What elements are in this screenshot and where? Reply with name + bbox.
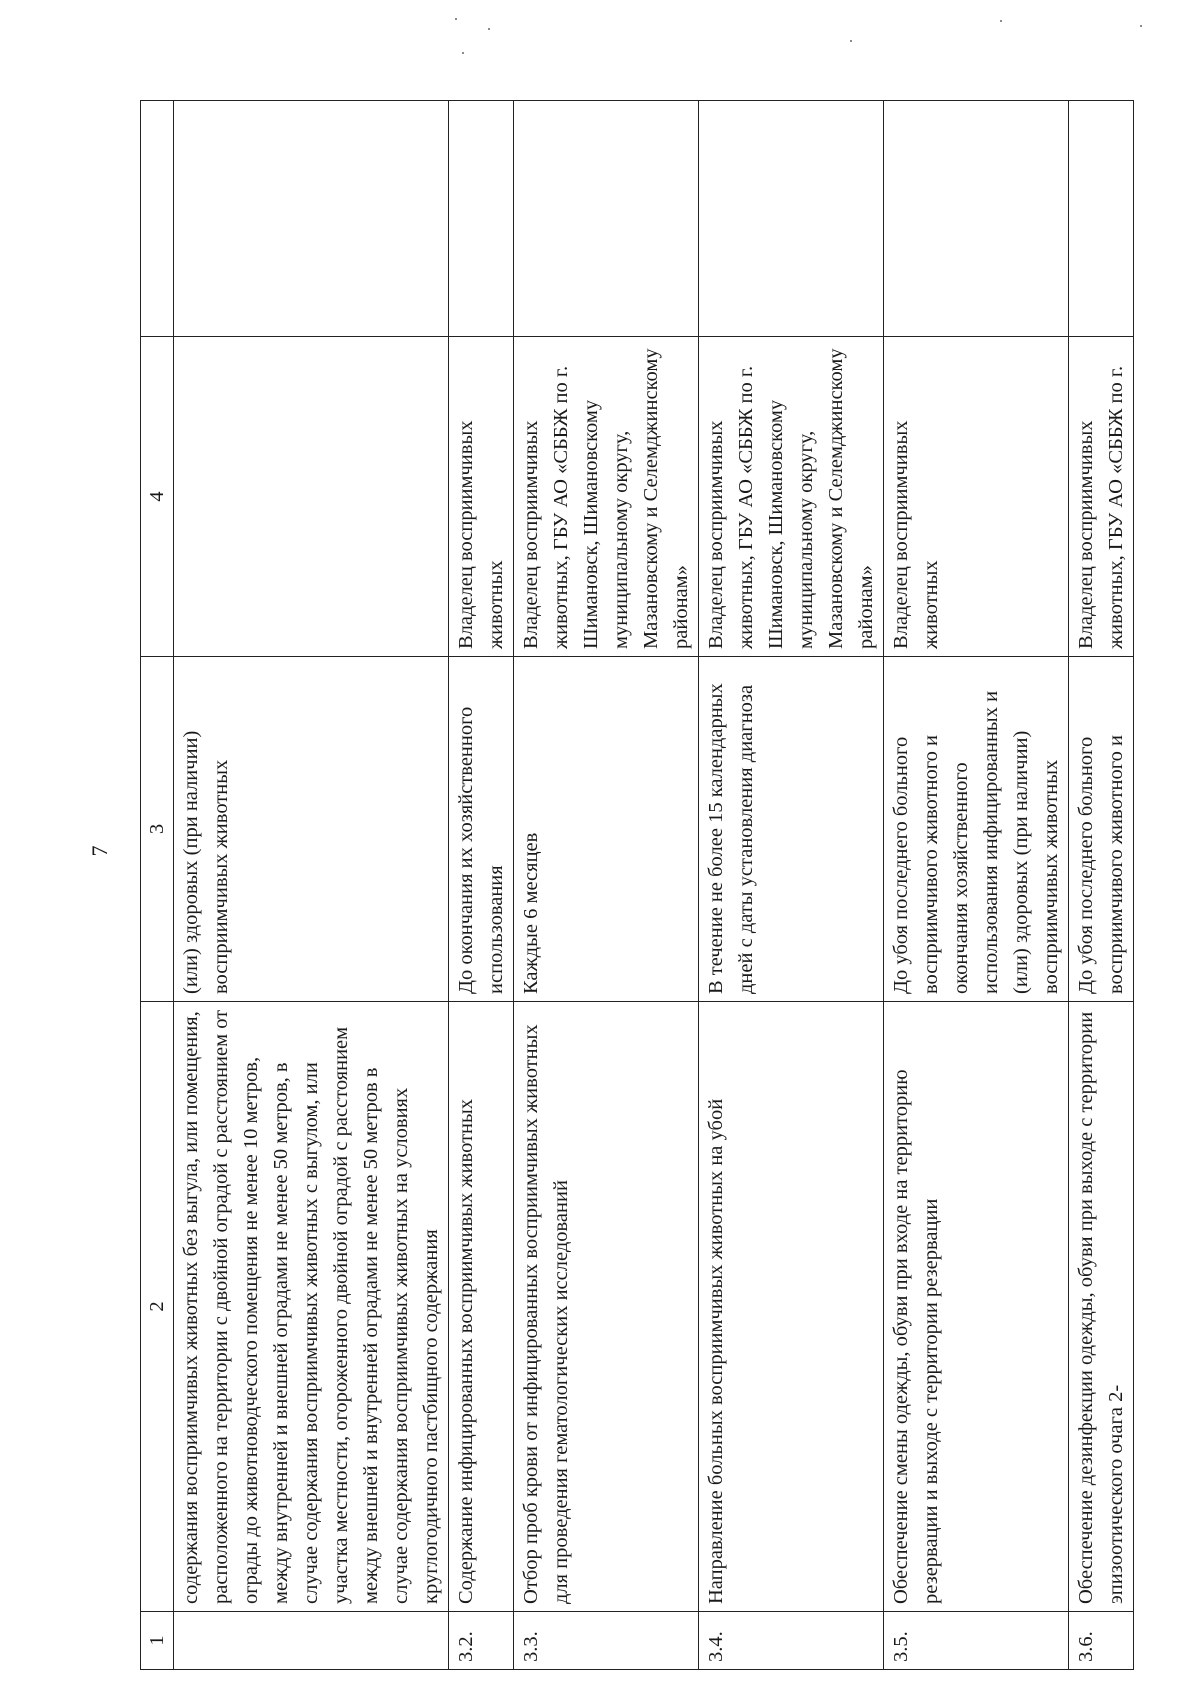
table-row xyxy=(699,101,884,1670)
responsible-cell: Владелец восприимчивых животных, ГБУ АО «СББЖ по г. xyxy=(1069,337,1134,657)
responsible-cell xyxy=(174,337,449,657)
scan-speck xyxy=(1140,25,1142,27)
table-row xyxy=(174,101,449,1670)
responsible-cell: Владелец восприимчивых животных, ГБУ АО «СББЖ по г. Шимановск, Шимановскому муниципальному округу, Мазановскому и Селемджинскому районам» xyxy=(514,337,699,657)
responsible-cell: Владелец восприимчивых животных, ГБУ АО «СББЖ по г. Шимановск, Шимановскому муниципальному округу, Мазановскому и Селемджинскому районам» xyxy=(699,337,884,657)
term-cell: До убоя последнего больного восприимчивого животного и окончания хозяйственного использования инфицированных и (или) здоровых (при наличии) восприимчивых животных xyxy=(884,657,1069,1002)
extra-cell xyxy=(514,101,699,337)
table-row xyxy=(884,101,1069,1670)
column-header: 2 xyxy=(141,1002,174,1612)
measure-cell: Содержание инфицированных восприимчивых животных xyxy=(449,1002,514,1612)
scan-speck xyxy=(850,40,852,42)
page-number: 7 xyxy=(87,845,112,857)
scan-speck xyxy=(488,28,490,30)
term-cell: Каждые 6 месяцев xyxy=(514,657,699,1002)
scan-speck xyxy=(1000,20,1002,22)
term-cell: В течение не более 15 календарных дней с даты установления диагноза xyxy=(699,657,884,1002)
measure-cell: содержания восприимчивых животных без выгула, или помещения, расположенного на территории с двойной оградой с расстоянием от ограды до животноводческого помещения не менее 10 метров, между внутренней и внешней оградами не менее 50 метров, в случае содержания восприимчивых животных с выгулом, или участка местности, огороженного двойной оградой с расстоянием между внешней и внутренней оградами не менее 50 метров в случае содержания восприимчивых животных на условиях круглогодичного пастбищного содержания xyxy=(174,1002,449,1612)
column-header: 4 xyxy=(141,337,174,657)
column-header xyxy=(141,101,174,337)
row-number: 3.2. xyxy=(449,1612,514,1670)
rotated-table-container xyxy=(140,100,1127,1670)
scan-speck xyxy=(462,52,464,54)
extra-cell xyxy=(699,101,884,337)
table-row xyxy=(514,101,699,1670)
measure-cell: Отбор проб крови от инфицированных восприимчивых животных для проведения гематологических исследований xyxy=(514,1002,699,1612)
measure-cell: Обеспечение дезинфекции одежды, обуви при выходе с территории эпизоотического очага 2- xyxy=(1069,1002,1134,1612)
measures-table xyxy=(140,100,1134,1670)
term-cell: (или) здоровых (при наличии) восприимчивых животных xyxy=(174,657,449,1002)
table-row xyxy=(449,101,514,1670)
scan-speck xyxy=(455,18,457,20)
extra-cell xyxy=(174,101,449,337)
column-header: 1 xyxy=(141,1612,174,1670)
header-row xyxy=(141,101,174,1670)
extra-cell xyxy=(884,101,1069,337)
term-cell: До убоя последнего больного восприимчивого животного и xyxy=(1069,657,1134,1002)
responsible-cell: Владелец восприимчивых животных xyxy=(884,337,1069,657)
term-cell: До окончания их хозяйственного использования xyxy=(449,657,514,1002)
row-number: 3.3. xyxy=(514,1612,699,1670)
extra-cell xyxy=(449,101,514,337)
row-number: 3.5. xyxy=(884,1612,1069,1670)
row-number xyxy=(174,1612,449,1670)
row-number: 3.4. xyxy=(699,1612,884,1670)
responsible-cell: Владелец восприимчивых животных xyxy=(449,337,514,657)
extra-cell xyxy=(1069,101,1134,337)
column-header: 3 xyxy=(141,657,174,1002)
measure-cell: Направление больных восприимчивых животных на убой xyxy=(699,1002,884,1612)
row-number: 3.6. xyxy=(1069,1612,1134,1670)
measure-cell: Обеспечение смены одежды, обуви при входе на территорию резервации и выходе с территории резервации xyxy=(884,1002,1069,1612)
table-row xyxy=(1069,101,1134,1670)
